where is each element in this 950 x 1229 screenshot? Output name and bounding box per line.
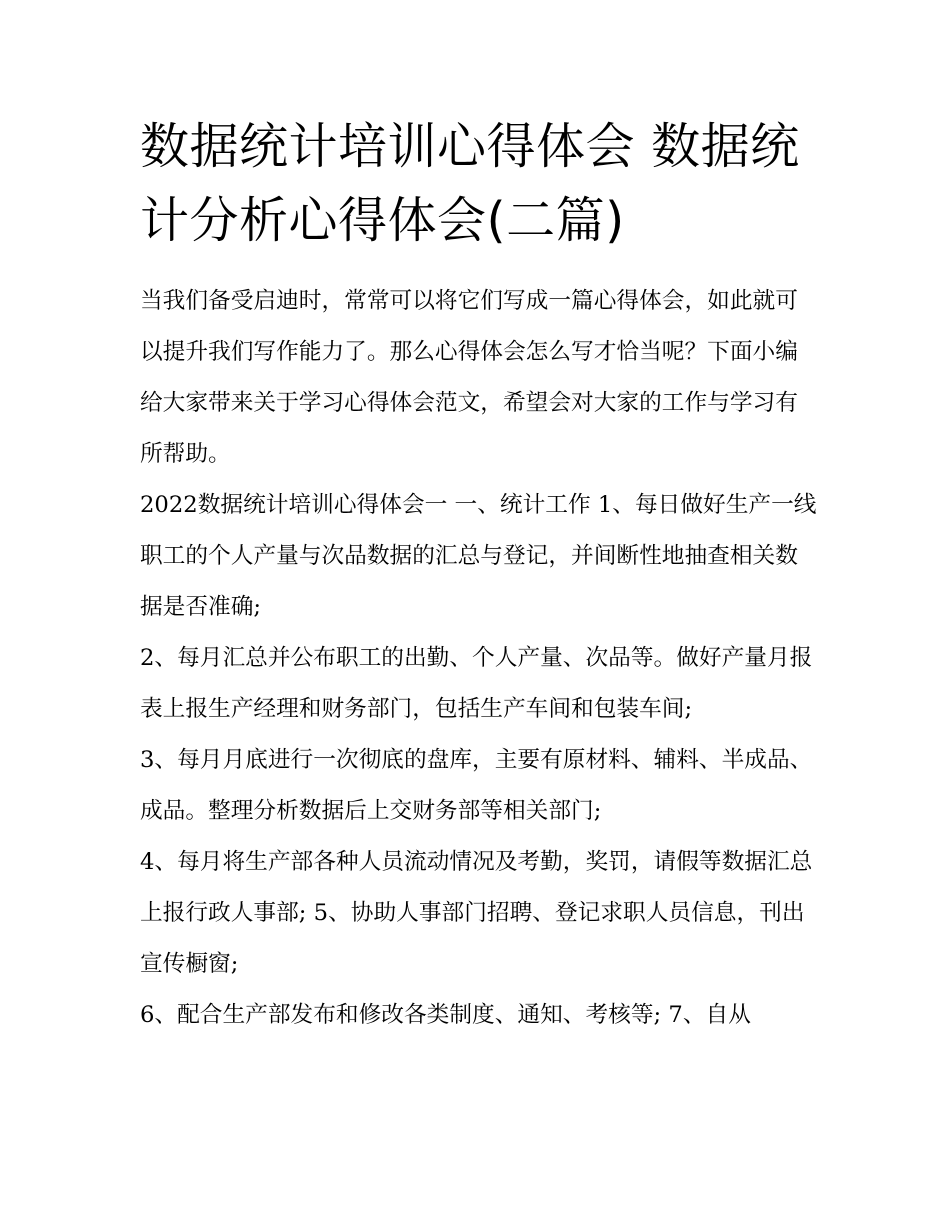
paragraph-item-2: 2、每月汇总并公布职工的出勤、个人产量、次品等。做好产量月报表上报生产经理和财务部门，包括生产车间和包装车间; xyxy=(140,645,813,722)
paragraph-item-3: 3、每月月底进行一次彻底的盘库，主要有原材料、辅料、半成品、成品。整理分析数据后上交财务部等相关部门; xyxy=(140,747,813,824)
paragraph-intro: 当我们备受启迪时，常常可以将它们写成一篇心得体会，如此就可以提升我们写作能力了。那么心得体会怎么写才恰当呢？下面小编给大家带来关于学习心得体会范文，希望会对大家的工作与学习有所帮助。 xyxy=(140,288,798,467)
paragraph-item-6: 6、配合生产部发布和修改各类制度、通知、考核等; 7、自从 xyxy=(140,1002,751,1028)
paragraph-item-1: 2022数据统计培训心得体会一 一、统计工作 1、每日做好生产一线职工的个人产量与次品数据的汇总与登记，并间断性地抽查相关数据是否准确; xyxy=(140,492,817,620)
paragraph-item-4: 4、每月将生产部各种人员流动情况及考勤，奖罚，请假等数据汇总上报行政人事部; 5、协助人事部门招聘、登记求职人员信息，刊出宣传橱窗; xyxy=(140,849,813,977)
document-body xyxy=(140,276,820,1041)
document-title: 数据统计培训心得体会 数据统计分析心得体会(二篇) xyxy=(140,118,800,249)
